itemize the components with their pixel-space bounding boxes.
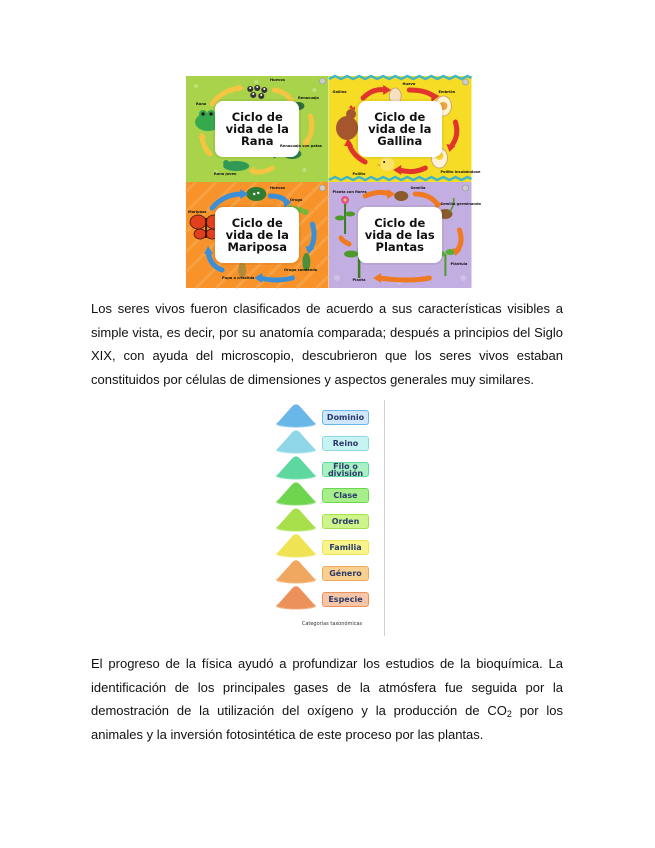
plants-stage-label: Plántula — [450, 262, 468, 266]
hen-life-cycle-panel — [329, 76, 481, 182]
hen-stage-label: Pollito — [352, 172, 366, 176]
taxonomy-level-label: Dominio — [322, 410, 369, 425]
frog-stage-label: Renacuajo con patas — [280, 144, 322, 148]
hen-stage-label: Pollito incubándose — [440, 170, 481, 174]
butterfly-panel-title: Ciclo de vida de la Mariposa — [215, 207, 299, 263]
paragraph-biochemistry: El progreso de la física ayudó a profundizar los estudios de la bioquímica. La identificación de los principales gases de la atmósfera fue seguida por la demostración de la utilización del oxígeno y la producción de $CO_2$ por los animales y la inversión fotosintética de este proceso por las plantas. — [91, 656, 563, 742]
plants-stage-label: Planta — [352, 278, 366, 282]
taxonomy-cone-rim — [276, 603, 316, 610]
frog-stage-label: Rana joven — [214, 172, 237, 176]
taxonomy-level-label: Reino — [322, 436, 369, 451]
butterfly-stage-label: Oruga — [290, 198, 303, 202]
figure-divider — [384, 400, 385, 636]
plants-panel-title: Ciclo de vida de las Plantas — [358, 207, 442, 263]
taxonomy-caption: Categorías taxonómicas — [301, 621, 363, 627]
hen-stage-label: Gallina — [332, 90, 347, 94]
taxonomy-level-label: Orden — [322, 514, 369, 529]
taxonomy-level-label: Género — [322, 566, 369, 581]
frog-stage-label: Huevos — [270, 78, 285, 82]
taxonomy-cone-rim — [276, 499, 316, 506]
taxonomy-cone-rim — [276, 421, 316, 428]
subscript: 2 — [506, 709, 512, 719]
taxonomy-cone-rim — [276, 577, 316, 584]
frog-panel-title: Ciclo de vida de la Rana — [215, 101, 299, 157]
plants-stage-label: Semilla — [410, 186, 426, 190]
butterfly-stage-label: Pupa o crisálida — [222, 276, 255, 280]
taxonomy-cone-rim — [276, 447, 316, 454]
taxonomy-level-label: Clase — [322, 488, 369, 503]
frog-stage-label: Rana — [196, 102, 207, 106]
butterfly-stage-label: Huevos — [270, 186, 285, 190]
taxonomy-level-label: Filo o división — [322, 462, 369, 477]
life-cycles-collage — [186, 76, 481, 288]
hen-stage-label: Huevo — [402, 82, 416, 86]
frog-stage-label: Renacuajo — [298, 96, 320, 100]
frog-life-cycle-panel — [186, 76, 329, 182]
plants-life-cycle-panel — [329, 182, 481, 288]
taxonomy-level-label: Especie — [322, 592, 369, 607]
plants-stage-label: Planta con flores — [332, 190, 367, 194]
butterfly-life-cycle-panel — [186, 182, 329, 288]
taxonomic-categories-figure — [268, 398, 388, 638]
paragraph-classification: Los seres vivos fueron clasificados de acuerdo a sus características visibles a simple vista, es decir, por su anatomía comparada; después a principios del Siglo XIX, con ayuda del microscopio, descubrieron que los seres vivos estaban constituidos por células de dimensiones y aspectos generales muy similares. — [91, 301, 563, 387]
taxonomy-level-label: Familia — [322, 540, 369, 555]
butterfly-stage-label: Mariposa — [188, 210, 207, 214]
plants-stage-label: Semilla germinando — [440, 202, 481, 206]
hen-stage-label: Embrión — [438, 90, 456, 94]
taxonomy-cone-rim — [276, 551, 316, 558]
butterfly-stage-label: Oruga comiendo — [284, 268, 318, 272]
taxonomy-cone-rim — [276, 525, 316, 532]
hen-panel-title: Ciclo de vida de la Gallina — [358, 101, 442, 157]
taxonomy-cone-rim — [276, 473, 316, 480]
